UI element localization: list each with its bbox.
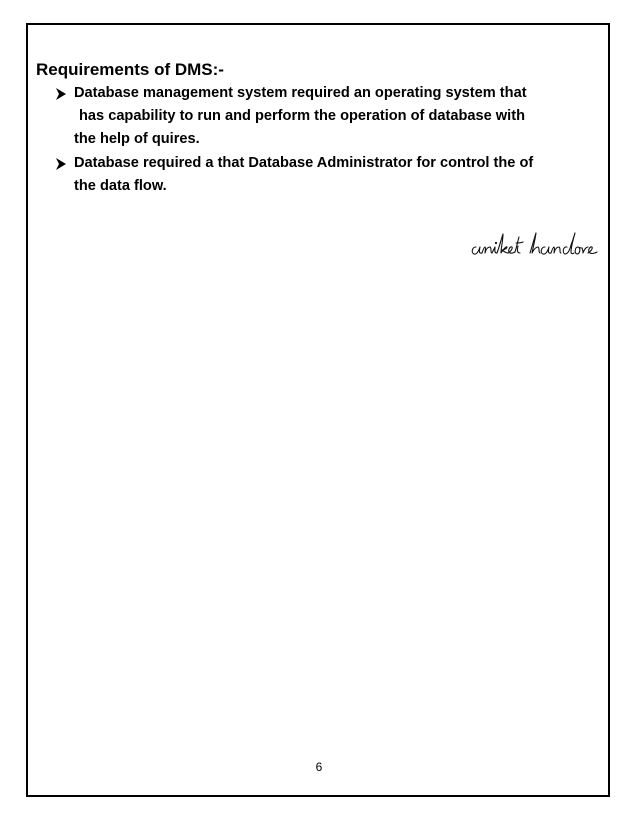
handwritten-signature xyxy=(470,228,600,262)
page-number: 6 xyxy=(315,760,323,774)
list-item-line: the data flow. xyxy=(74,178,167,194)
arrow-bullet-icon xyxy=(54,87,68,101)
list-item-line: has capability to run and perform the operation of database with xyxy=(79,108,525,124)
list-item-line: Database required a that Database Administrator for control the of xyxy=(74,155,534,171)
arrow-bullet-icon xyxy=(54,157,68,171)
list-item-line: the help of quires. xyxy=(74,131,200,147)
section-heading: Requirements of DMS:- xyxy=(36,60,224,79)
list-item-line: Database management system required an operating system that xyxy=(74,85,527,101)
